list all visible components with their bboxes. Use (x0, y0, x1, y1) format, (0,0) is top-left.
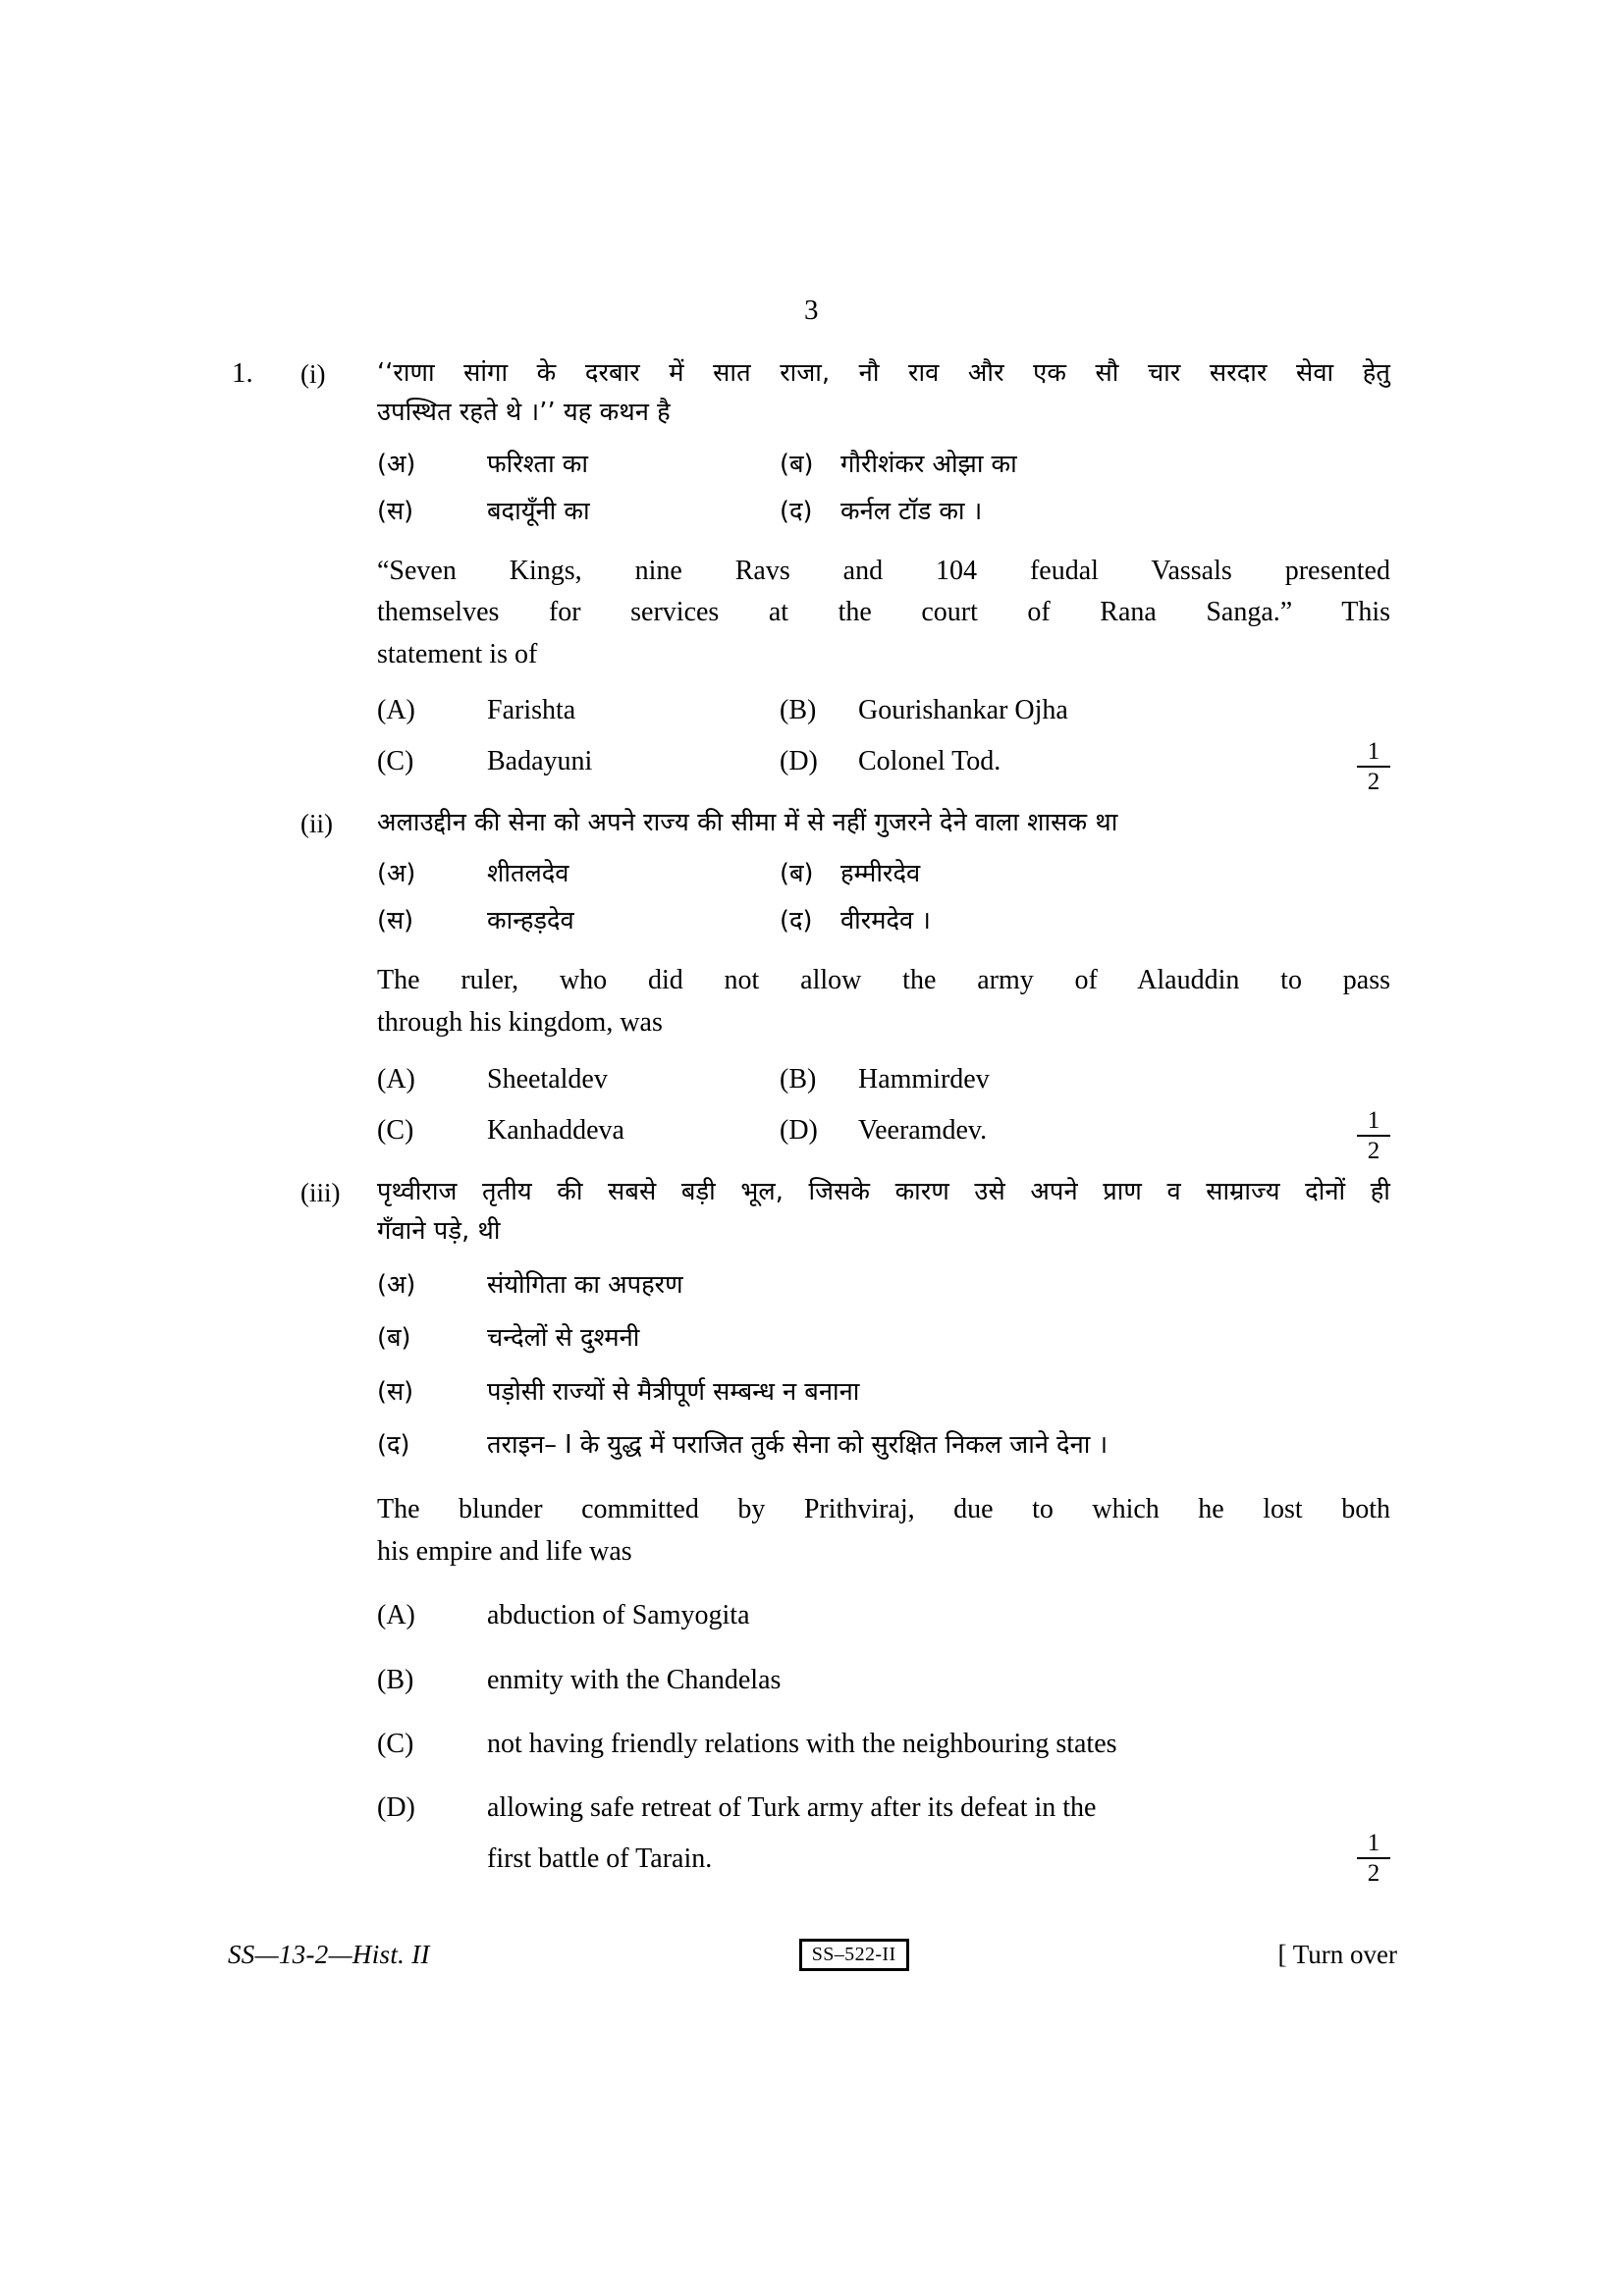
english-option-d-text-line-2: first battle of Tarain. (487, 1842, 713, 1874)
marks-value-iii (1357, 1830, 1390, 1887)
marks-value-ii (1357, 1107, 1390, 1164)
english-option-d[interactable] (780, 746, 1390, 777)
question-roman-ii: (ii) (300, 809, 333, 839)
question-number: 1. (232, 357, 253, 389)
english-option-d-ii[interactable] (780, 1115, 1390, 1147)
question-content (232, 353, 1390, 1888)
english-option-c-iii[interactable] (377, 1723, 1390, 1765)
english-option-d-label-iii: (D) (377, 1792, 415, 1824)
hindi-options-row-2-ii (377, 903, 1390, 936)
stem-english-line-2: themselves for services at the court of Rana Sanga.” This (377, 597, 1390, 628)
english-option-b-iii[interactable] (377, 1659, 1390, 1701)
question-stem-hindi-iii (377, 1172, 1390, 1252)
english-option-d-text-line-1: allowing safe retreat of Turk army after its defeat in the (487, 1792, 1097, 1824)
stem-hindi-line-1-iii: पृथ्वीराज तृतीय की सबसे बड़ी भूल, जिसके कारण उसे अपने प्राण व साम्राज्य दोनों ही (377, 1176, 1390, 1206)
hindi-option-b-text-ii: हम्मीरदेव (840, 859, 921, 889)
english-option-b-text-iii: enmity with the Chandelas (487, 1664, 782, 1695)
english-option-a-ii[interactable] (377, 1064, 780, 1095)
hindi-option-b-ii[interactable] (780, 856, 1390, 889)
english-option-d-text-ii: Veeramdev. (858, 1114, 988, 1146)
stem-hindi-line-2: उपस्थित रहते थे ।’’ यह कथन है (377, 398, 671, 428)
hindi-option-c-label-iii: (स) (377, 1376, 414, 1407)
page-number: 3 (804, 294, 819, 326)
question-block-iii (232, 1172, 1390, 1888)
hindi-option-c-ii[interactable] (377, 903, 780, 936)
hindi-option-d-label-ii: (द) (780, 906, 813, 936)
question-stem-english-iii (377, 1489, 1390, 1573)
stem-english-line-1-ii: The ruler, who did not allow the army of Alauddin to pass (377, 965, 1390, 996)
question-stem-hindi-ii: अलाउद्दीन की सेना को अपने राज्य की सीमा में से नहीं गुजरने देने वाला शासक था (377, 808, 1118, 838)
question-stem-hindi-i (377, 353, 1390, 433)
marks-denominator-iii: 2 (1367, 1860, 1380, 1888)
hindi-option-a-label-ii: (अ) (377, 859, 416, 889)
english-option-a-iii[interactable] (377, 1594, 1390, 1636)
english-options-row-2 (377, 738, 1390, 796)
english-option-a-text-iii: abduction of Samyogita (487, 1600, 750, 1631)
hindi-option-d-text: कर्नल टॉड का । (840, 496, 983, 526)
english-option-b-label-iii: (B) (377, 1664, 414, 1695)
stem-hindi-line-1: ‘‘राणा सांगा के दरबार में सात राजा, नौ राव और एक सौ चार सरदार सेवा हेतु (377, 358, 1390, 388)
english-option-c-label: (C) (377, 746, 414, 777)
hindi-option-b-text: गौरीशंकर ओझा का (840, 449, 1017, 479)
hindi-option-b-label: (ब) (780, 449, 814, 479)
hindi-options-row-1 (377, 447, 1390, 480)
hindi-option-a-label: (अ) (377, 449, 416, 479)
footer-boxed-code: SS–522-II (799, 1939, 909, 1971)
hindi-option-d-iii[interactable] (377, 1426, 1390, 1464)
stem-hindi-line-2-iii: गँवाने पड़े, थी (377, 1215, 501, 1246)
hindi-option-b-iii[interactable] (377, 1319, 1390, 1357)
hindi-option-d[interactable] (780, 494, 1390, 527)
hindi-option-a-label-iii: (अ) (377, 1270, 416, 1301)
english-option-b-label: (B) (780, 695, 817, 726)
english-option-b-label-ii: (B) (780, 1063, 817, 1095)
hindi-option-c-text-ii: कान्हड़देव (487, 906, 574, 936)
hindi-option-d-text-iii: तराइन– I के युद्ध में पराजित तुर्क सेना को सुरक्षित निकल जाने देना । (487, 1429, 1109, 1460)
marks-numerator-iii: 1 (1357, 1830, 1390, 1859)
english-option-a-text-ii: Sheetaldev (487, 1063, 608, 1095)
english-option-a[interactable] (377, 695, 780, 726)
english-option-c-text-iii: not having friendly relations with the neighbouring states (487, 1729, 1117, 1760)
english-option-d-iii[interactable] (377, 1787, 1390, 1888)
english-option-d-text: Colonel Tod. (858, 746, 1001, 777)
hindi-option-c-label-ii: (स) (377, 906, 414, 936)
question-roman-iii: (iii) (300, 1177, 341, 1207)
hindi-option-c-iii[interactable] (377, 1373, 1390, 1411)
hindi-option-b-label-iii: (ब) (377, 1323, 411, 1354)
hindi-option-a-iii[interactable] (377, 1266, 1390, 1304)
hindi-option-a[interactable] (377, 447, 780, 480)
english-option-d-text-iii (487, 1787, 1390, 1880)
question-block-i (232, 353, 1390, 796)
hindi-option-b-text-iii: चन्देलों से दुश्मनी (487, 1323, 640, 1354)
hindi-option-d-label-iii: (द) (377, 1429, 410, 1460)
english-option-a-label-iii: (A) (377, 1600, 415, 1631)
marks-numerator-ii: 1 (1357, 1107, 1390, 1137)
hindi-options-row-1-ii (377, 856, 1390, 889)
hindi-option-c-text-iii: पड़ोसी राज्यों से मैत्रीपूर्ण सम्बन्ध न बनाना (487, 1376, 860, 1407)
footer-turn-over: [ Turn over (1277, 1940, 1397, 1969)
english-option-a-label-ii: (A) (377, 1063, 415, 1095)
english-option-a-label: (A) (377, 695, 415, 726)
footer-paper-code: SS—13-2—Hist. II (228, 1940, 430, 1969)
english-option-d-label-ii: (D) (780, 1114, 818, 1146)
page-footer (228, 1939, 1397, 1971)
marks-numerator: 1 (1357, 738, 1390, 768)
hindi-option-a-text: फरिश्ता का (487, 449, 588, 479)
english-option-c-text: Badayuni (487, 746, 593, 777)
english-option-c[interactable] (377, 746, 780, 777)
question-block-ii (232, 803, 1390, 1164)
hindi-options-row-2 (377, 494, 1390, 527)
marks-denominator-ii: 2 (1367, 1137, 1380, 1164)
english-option-c-ii[interactable] (377, 1115, 780, 1147)
english-option-b-text-ii: Hammirdev (858, 1063, 990, 1095)
english-option-b-ii[interactable] (780, 1064, 1390, 1095)
english-option-c-label-iii: (C) (377, 1729, 414, 1760)
english-options-row-1 (377, 695, 1390, 726)
stem-english-line-2-ii: through his kingdom, was (377, 1007, 663, 1039)
marks-value-i (1357, 738, 1390, 795)
english-option-c-text-ii: Kanhaddeva (487, 1114, 624, 1146)
english-option-c-label-ii: (C) (377, 1114, 414, 1146)
hindi-option-d-text-ii: वीरमदेव । (840, 906, 931, 936)
hindi-option-b[interactable] (780, 447, 1390, 480)
hindi-option-b-label-ii: (ब) (780, 859, 814, 889)
hindi-option-d-label: (द) (780, 496, 813, 526)
english-options-row-2-ii (377, 1106, 1390, 1164)
stem-english-line-2-iii: his empire and life was (377, 1535, 632, 1567)
hindi-option-a-ii[interactable] (377, 856, 780, 889)
english-option-a-text: Farishta (487, 695, 576, 726)
english-option-b[interactable] (780, 695, 1390, 726)
marks-denominator: 2 (1367, 769, 1380, 796)
english-option-b-text: Gourishankar Ojha (858, 695, 1068, 726)
english-options-row-1-ii (377, 1064, 1390, 1095)
stem-english-line-1-iii: The blunder committed by Prithviraj, due to which he lost both (377, 1494, 1390, 1525)
hindi-option-d-ii[interactable] (780, 903, 1390, 936)
hindi-option-a-text-ii: शीतलदेव (487, 859, 569, 889)
hindi-option-c-text: बदायूँनी का (487, 496, 590, 526)
question-stem-english-ii (377, 960, 1390, 1043)
hindi-option-c[interactable] (377, 494, 780, 527)
stem-english-line-3: statement is of (377, 638, 538, 669)
question-roman-i: (i) (300, 359, 326, 389)
hindi-option-c-label: (स) (377, 496, 414, 526)
question-stem-english-i (377, 551, 1390, 676)
hindi-option-a-text-iii: संयोगिता का अपहरण (487, 1270, 683, 1301)
stem-english-line-1: “Seven Kings, nine Ravs and 104 feudal Vassals presented (377, 555, 1390, 586)
english-option-d-label: (D) (780, 746, 818, 777)
